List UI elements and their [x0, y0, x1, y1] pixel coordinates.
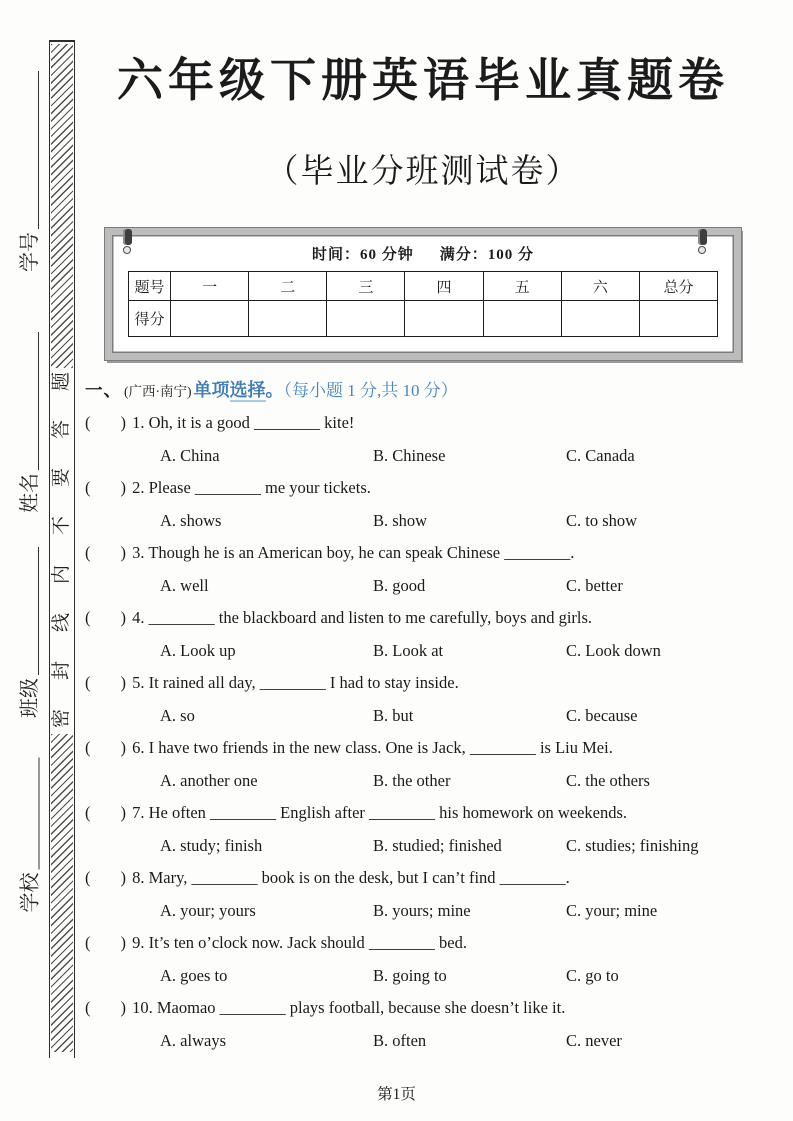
field-label: 姓名	[19, 473, 41, 513]
question	[85, 927, 761, 992]
question-number: 2.	[132, 478, 145, 497]
option-b: B. Chinese	[373, 446, 446, 465]
score-table-header-row	[129, 272, 718, 301]
header-cell: 四	[405, 272, 483, 301]
pushpin-icon	[121, 229, 133, 254]
field-label: 学校	[19, 872, 42, 913]
question-number: 4.	[132, 608, 145, 627]
option-c: C. better	[566, 576, 623, 595]
option-a: A. study; finish	[160, 836, 263, 855]
question-number: 8.	[132, 868, 145, 887]
option-a: A. goes to	[160, 966, 228, 985]
question-text: Please ________ me your tickets.	[148, 478, 371, 497]
exam-meta	[128, 243, 718, 264]
seal-text-char: 内	[51, 564, 73, 584]
seal-text-char: 答	[51, 420, 73, 440]
time-limit-label: 时间：60 分钟	[311, 247, 414, 263]
option-b: B. Look at	[373, 641, 444, 660]
question	[85, 667, 761, 732]
answer-bracket[interactable]: ( )	[85, 933, 126, 952]
option-a: A. Look up	[160, 641, 236, 660]
option-b: B. going to	[373, 966, 447, 985]
seal-line-text	[50, 372, 74, 728]
question	[85, 537, 761, 602]
answer-bracket[interactable]: ( )	[85, 803, 126, 822]
question-number: 10.	[132, 998, 153, 1017]
question-text: I have two friends in the new class. One is Jack, ________ is Liu Mei.	[148, 738, 613, 757]
question-number: 3.	[132, 543, 145, 562]
seal-text-char: 不	[51, 516, 73, 536]
field-blank-line[interactable]	[21, 758, 40, 870]
score-cell[interactable]	[483, 301, 561, 337]
header-cell: 五	[483, 272, 561, 301]
question	[85, 862, 761, 927]
score-cell[interactable]	[249, 301, 327, 337]
answer-bracket[interactable]: ( )	[85, 413, 126, 432]
score-cell[interactable]	[561, 301, 639, 337]
option-c: C. your; mine	[566, 901, 658, 920]
question-number: 6.	[132, 738, 145, 757]
seal-hatch-top	[51, 44, 73, 368]
option-a: A. China	[160, 446, 220, 465]
section-points: （每小题 1 分,共 10 分）	[283, 381, 458, 400]
main-content	[85, 52, 761, 1057]
question-text: He often ________ English after ________ his homework on weekends.	[148, 803, 628, 822]
option-c: C. the others	[566, 771, 650, 790]
question	[85, 797, 761, 862]
answer-bracket[interactable]: ( )	[85, 673, 126, 692]
answer-bracket[interactable]: ( )	[85, 543, 126, 562]
question-number: 9.	[132, 933, 145, 952]
question-text: Mary, ________ book is on the desk, but I can’t find ________.	[148, 868, 570, 887]
option-c: C. because	[566, 706, 638, 725]
section-number: 一、	[85, 380, 122, 400]
option-c: C. go to	[566, 966, 619, 985]
section-source: (广西·南宁)	[124, 384, 192, 399]
question-text: It’s ten o’clock now. Jack should ________ bed.	[148, 933, 467, 952]
option-b: B. show	[373, 511, 428, 530]
option-c: C. never	[566, 1031, 622, 1050]
pushpin-icon	[696, 229, 708, 254]
field-label: 班级	[19, 678, 41, 718]
score-table	[128, 271, 718, 337]
option-b: B. yours; mine	[373, 901, 471, 920]
question-text: Oh, it is a good ________ kite!	[148, 413, 355, 432]
option-a: A. so	[160, 706, 195, 725]
option-b: B. but	[373, 706, 414, 725]
page-subtitle: （毕业分班测试卷）	[265, 154, 581, 190]
question	[85, 992, 761, 1057]
option-c: C. Look down	[566, 641, 661, 660]
seal-text-char: 要	[51, 468, 73, 488]
seal-text-char: 密	[51, 708, 73, 728]
seal-hatch-bottom	[51, 734, 73, 1052]
score-board	[105, 228, 741, 360]
option-b: B. good	[373, 576, 426, 595]
option-b: B. the other	[373, 771, 451, 790]
seal-text-char: 封	[51, 660, 73, 680]
field-blank-line[interactable]	[20, 332, 39, 470]
header-cell: 一	[171, 272, 249, 301]
header-cell: 六	[561, 272, 639, 301]
header-cell: 总分	[640, 272, 718, 301]
option-c: C. to show	[566, 511, 638, 530]
answer-bracket[interactable]: ( )	[85, 998, 126, 1017]
option-a: A. your; yours	[160, 901, 256, 920]
option-a: A. another one	[160, 771, 258, 790]
sidebar-field-class	[17, 538, 43, 718]
score-row	[129, 301, 718, 337]
header-cell: 三	[327, 272, 405, 301]
question-text: Maomao ________ plays football, because she doesn’t like it.	[156, 998, 566, 1017]
question-number: 5.	[132, 673, 145, 692]
question-number: 7.	[132, 803, 145, 822]
seal-text-char: 题	[51, 371, 73, 392]
field-label: 学号	[19, 232, 41, 272]
page-title: 六年级下册英语毕业真题卷	[117, 55, 729, 106]
full-score-label: 满分：100 分	[439, 247, 535, 263]
score-cell[interactable]	[327, 301, 405, 337]
score-cell[interactable]	[405, 301, 483, 337]
answer-bracket[interactable]: ( )	[85, 868, 126, 887]
question-list	[85, 407, 761, 1057]
sidebar-field-name	[17, 323, 43, 513]
question-text: ________ the blackboard and listen to me carefully, boys and girls.	[148, 608, 593, 627]
answer-bracket[interactable]: ( )	[85, 608, 126, 627]
option-c: C. Canada	[566, 446, 635, 465]
option-b: B. studied; finished	[373, 836, 502, 855]
option-a: A. well	[160, 576, 209, 595]
header-cell: 题号	[129, 272, 171, 301]
section-heading	[85, 373, 761, 407]
question	[85, 602, 761, 667]
answer-bracket[interactable]: ( )	[85, 738, 126, 757]
score-cell[interactable]	[171, 301, 249, 337]
page-number: 第1页	[377, 1086, 416, 1103]
question-text: It rained all day, ________ I had to stay inside.	[148, 673, 459, 692]
section-title: 单项选择。	[193, 380, 284, 400]
field-blank-line[interactable]	[20, 71, 39, 229]
score-row-label: 得分	[129, 301, 171, 337]
sidebar-field-student-id	[17, 62, 43, 272]
question	[85, 407, 761, 472]
answer-bracket[interactable]: ( )	[85, 478, 126, 497]
sidebar-field-school	[18, 748, 44, 913]
score-cell[interactable]	[640, 301, 718, 337]
option-a: A. always	[160, 1031, 226, 1050]
field-blank-line[interactable]	[20, 547, 39, 675]
question	[85, 472, 761, 537]
seal-line-band	[49, 40, 75, 1058]
option-b: B. often	[373, 1031, 427, 1050]
header-cell: 二	[249, 272, 327, 301]
seal-text-char: 线	[51, 612, 73, 632]
question-number: 1.	[132, 413, 145, 432]
option-c: C. studies; finishing	[566, 836, 699, 855]
question-text: Though he is an American boy, he can speak Chinese ________.	[148, 543, 575, 562]
option-a: A. shows	[160, 511, 222, 530]
question	[85, 732, 761, 797]
